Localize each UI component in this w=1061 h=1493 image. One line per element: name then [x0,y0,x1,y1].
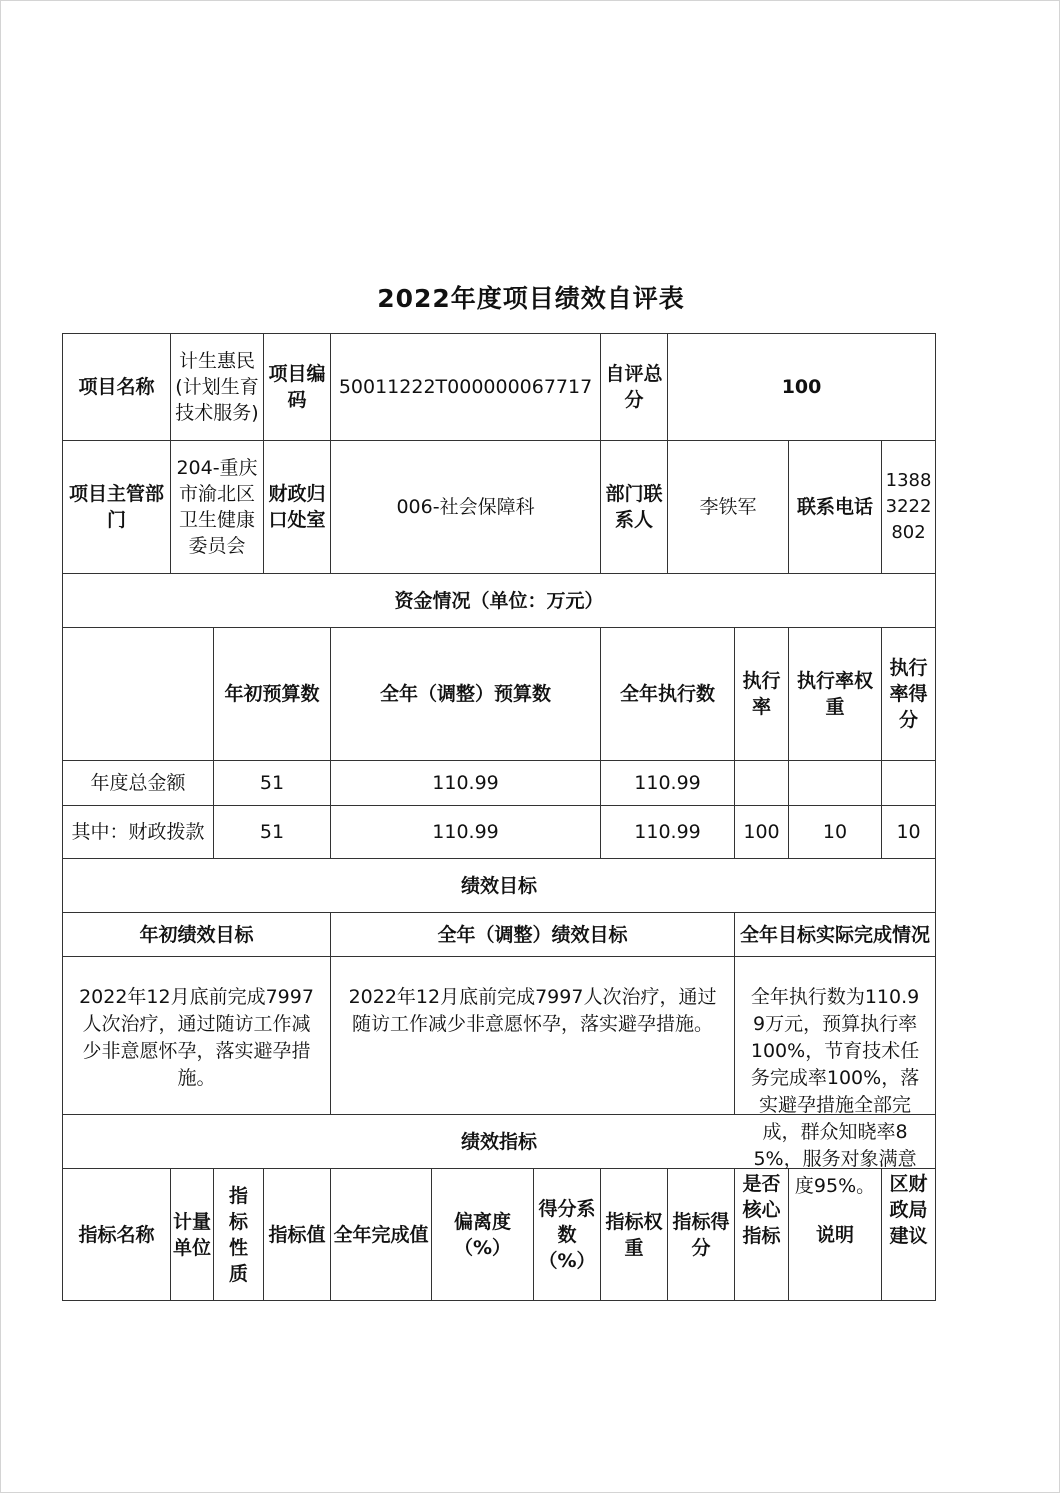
goals-col-actual: 全年目标实际完成情况 [735,913,936,957]
funds-score: 10 [882,806,936,859]
dept-value: 204-重庆市渝北区卫生健康委员会 [171,441,264,574]
contact-value: 李铁军 [668,441,789,574]
ind-col-score: 指标得分 [668,1169,735,1301]
project-code-value: 50011222T000000067717 [331,334,601,441]
goal-actual-cell [735,957,936,1197]
funds-col-score: 执行率得分 [882,628,936,761]
contact-label: 部门联系人 [601,441,668,574]
funds-row-fiscal [63,806,936,859]
ind-col-weight: 指标权重 [601,1169,668,1301]
funds-adjusted: 110.99 [331,761,601,806]
funds-row-label: 其中：财政拨款 [63,806,214,859]
goals-header-row [63,913,936,957]
funds-initial: 51 [214,761,331,806]
goal-adjusted-cell [331,957,735,1115]
ind-col-nature: 指标性质 [214,1169,264,1301]
self-score-label: 自评总分 [601,334,668,441]
funds-score [882,761,936,806]
funds-initial: 51 [214,806,331,859]
goals-col-adjusted: 全年（调整）绩效目标 [331,913,735,957]
funds-row-label: 年度总金额 [63,761,214,806]
phone-label: 联系电话 [789,441,882,574]
goal-initial-text: 2022年12月底前完成7997人次治疗，通过随访工作减少非意愿怀孕，落实避孕措施。 [79,985,314,1089]
funds-section-title: 资金情况（单位：万元） [63,574,936,628]
ind-col-deviation: 偏离度（%） [432,1169,534,1301]
funds-col-adjusted: 全年（调整）预算数 [331,628,601,761]
funds-rate [735,761,789,806]
goals-section-title: 绩效目标 [63,859,936,913]
ind-col-value: 指标值 [264,1169,331,1301]
page-title: 2022年度项目绩效自评表 [377,284,685,313]
goals-col-initial: 年初绩效目标 [63,913,331,957]
ind-col-name: 指标名称 [63,1169,171,1301]
goals-section-row [63,859,936,913]
funds-weight: 10 [789,806,882,859]
funds-row-total [63,761,936,806]
ind-col-suggestion: 区财政局建议 [882,1169,936,1301]
project-code-label: 项目编码 [264,334,331,441]
phone-value: 13883222802 [882,441,936,574]
funds-col-weight: 执行率权重 [789,628,882,761]
goal-adjusted-text: 2022年12月底前完成7997人次治疗，通过随访工作减少非意愿怀孕，落实避孕措施。 [348,985,717,1035]
funds-adjusted: 110.99 [331,806,601,859]
self-score-value: 100 [668,334,936,441]
ind-col-completed: 全年完成值 [331,1169,432,1301]
evaluation-table [62,333,936,1301]
ind-col-note: 说明 [789,1169,882,1301]
ind-col-unit: 计量单位 [171,1169,214,1301]
funds-col-initial: 年初预算数 [214,628,331,761]
indicators-section-title: 绩效指标 [63,1115,936,1169]
funds-rate: 100 [735,806,789,859]
funds-executed: 110.99 [601,806,735,859]
goals-content-row [63,957,936,1115]
department-row [63,441,936,574]
dept-label: 项目主管部门 [63,441,171,574]
funds-col-executed: 全年执行数 [601,628,735,761]
funds-header-row [63,628,936,761]
goal-initial-cell [63,957,331,1115]
goal-actual-text: 全年执行数为110.99万元，预算执行率100%，节育技术任务完成率100%，落实避孕措施全部完成，群众知晓率85%，服务对象满意度95%。 [750,985,920,1197]
ind-col-core: 是否核心指标 [735,1169,789,1301]
funds-col-rate: 执行率 [735,628,789,761]
finance-office-label: 财政归口处室 [264,441,331,574]
finance-office-value: 006-社会保障科 [331,441,601,574]
funds-executed: 110.99 [601,761,735,806]
project-name-label: 项目名称 [63,334,171,441]
project-info-row [63,334,936,441]
funds-weight [789,761,882,806]
ind-col-coefficient: 得分系数（%） [534,1169,601,1301]
funds-header-blank [63,628,214,761]
funds-section-row [63,574,936,628]
project-name-value: 计生惠民(计划生育技术服务) [171,334,264,441]
